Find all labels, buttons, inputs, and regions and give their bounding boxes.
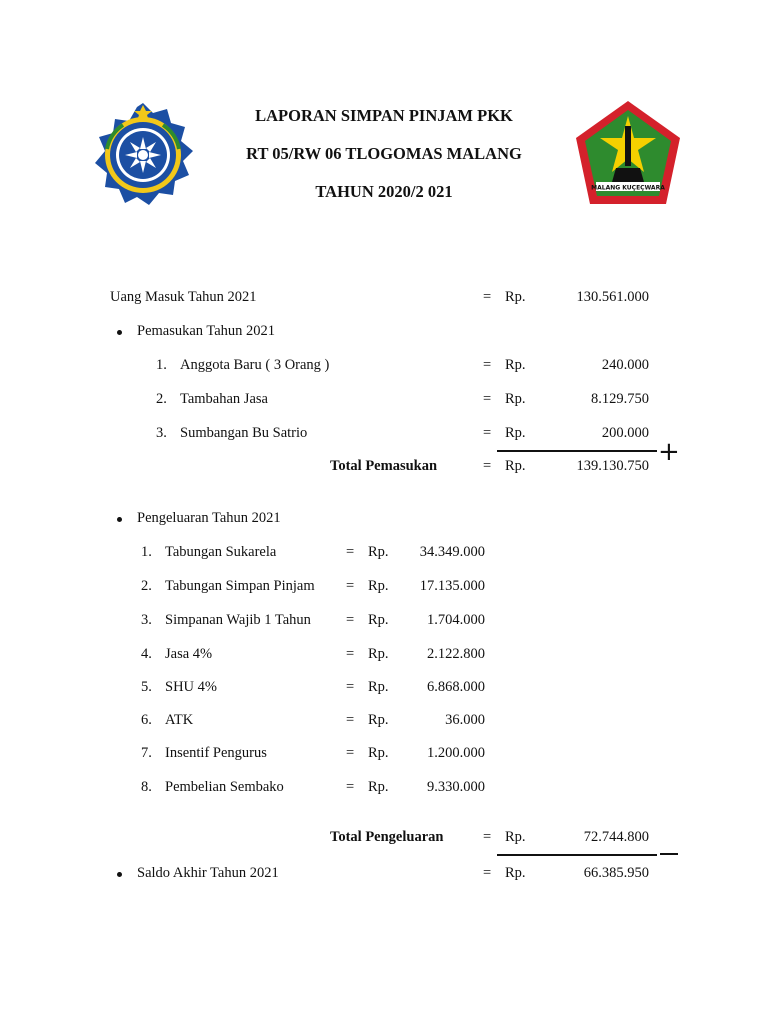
item-amount: 1.200.000 [427, 745, 485, 761]
item-eq: = [483, 391, 492, 407]
item-rp: Rp. [368, 646, 389, 662]
bullet [117, 872, 122, 877]
item-number: 1. [141, 544, 152, 560]
total-pemasukan-rp: Rp. [505, 458, 526, 474]
total-pengeluaran-label: Total Pengeluaran [330, 829, 444, 845]
pemasukan-heading: Pemasukan Tahun 2021 [137, 323, 276, 339]
item-eq: = [346, 679, 355, 695]
item-amount: 200.000 [601, 425, 649, 441]
item-number: 7. [141, 745, 152, 761]
item-label: Jasa 4% [165, 646, 213, 662]
plus-sign: + [658, 437, 680, 467]
item-label: Sumbangan Bu Satrio [180, 425, 308, 441]
item-number: 3. [141, 612, 152, 628]
report-title: LAPORAN SIMPAN PINJAM PKK [255, 106, 513, 125]
item-rp: Rp. [505, 357, 526, 373]
item-rp: Rp. [368, 544, 389, 560]
item-amount: 9.330.000 [427, 779, 485, 795]
bullet [117, 517, 122, 522]
item-label: Tabungan Sukarela [165, 544, 277, 560]
sum-rule [497, 450, 657, 452]
item-number: 3. [156, 425, 167, 441]
item-eq: = [346, 612, 355, 628]
uang-masuk-rp: Rp. [505, 289, 526, 305]
item-number: 2. [141, 578, 152, 594]
total-pemasukan-amount: 139.130.750 [576, 458, 649, 474]
total-pemasukan-label: Total Pemasukan [330, 458, 438, 474]
uang-masuk-label: Uang Masuk Tahun 2021 [110, 289, 257, 305]
item-eq: = [346, 578, 355, 594]
total-pengeluaran-eq: = [483, 829, 492, 845]
total-pengeluaran-rp: Rp. [505, 829, 526, 845]
item-rp: Rp. [368, 578, 389, 594]
item-number: 2. [156, 391, 167, 407]
item-eq: = [346, 712, 355, 728]
item-rp: Rp. [368, 745, 389, 761]
saldo-eq: = [483, 865, 492, 881]
item-amount: 1.704.000 [427, 612, 485, 628]
item-eq: = [346, 779, 355, 795]
saldo-rp: Rp. [505, 865, 526, 881]
report-subtitle-year: TAHUN 2020/2 021 [315, 182, 453, 201]
minus-sign [660, 853, 678, 855]
item-eq: = [483, 357, 492, 373]
total-pengeluaran-amount: 72.744.800 [583, 829, 649, 845]
item-amount: 17.135.000 [419, 578, 485, 594]
item-label: ATK [165, 712, 194, 728]
item-label: SHU 4% [165, 679, 217, 695]
item-number: 5. [141, 679, 152, 695]
saldo-amount: 66.385.950 [583, 865, 649, 881]
item-amount: 6.868.000 [427, 679, 485, 695]
item-label: Anggota Baru ( 3 Orang ) [180, 357, 330, 373]
item-label: Pembelian Sembako [165, 779, 284, 795]
item-rp: Rp. [505, 391, 526, 407]
malang-logo-text: MALANG KUÇEÇWARA [591, 184, 665, 192]
item-label: Simpanan Wajib 1 Tahun [165, 612, 311, 628]
uang-masuk-amount: 130.561.000 [576, 289, 649, 305]
item-eq: = [346, 646, 355, 662]
item-eq: = [346, 745, 355, 761]
item-amount: 34.349.000 [419, 544, 485, 560]
item-amount: 2.122.800 [427, 646, 485, 662]
item-rp: Rp. [505, 425, 526, 441]
item-rp: Rp. [368, 779, 389, 795]
item-number: 6. [141, 712, 152, 728]
saldo-label: Saldo Akhir Tahun 2021 [137, 865, 279, 881]
item-amount: 240.000 [601, 357, 649, 373]
item-label: Tabungan Simpan Pinjam [165, 578, 315, 594]
difference-rule [497, 854, 657, 856]
item-number: 1. [156, 357, 167, 373]
item-number: 8. [141, 779, 152, 795]
item-amount: 36.000 [445, 712, 485, 728]
item-number: 4. [141, 646, 152, 662]
total-pemasukan-eq: = [483, 458, 492, 474]
pengeluaran-heading: Pengeluaran Tahun 2021 [137, 510, 281, 526]
item-rp: Rp. [368, 712, 389, 728]
item-rp: Rp. [368, 679, 389, 695]
report-subtitle-location: RT 05/RW 06 TLOGOMAS MALANG [246, 144, 522, 163]
item-eq: = [346, 544, 355, 560]
item-label: Insentif Pengurus [165, 745, 267, 761]
item-amount: 8.129.750 [591, 391, 649, 407]
uang-masuk-eq: = [483, 289, 492, 305]
item-eq: = [483, 425, 492, 441]
bullet [117, 330, 122, 335]
item-rp: Rp. [368, 612, 389, 628]
item-label: Tambahan Jasa [180, 391, 268, 407]
